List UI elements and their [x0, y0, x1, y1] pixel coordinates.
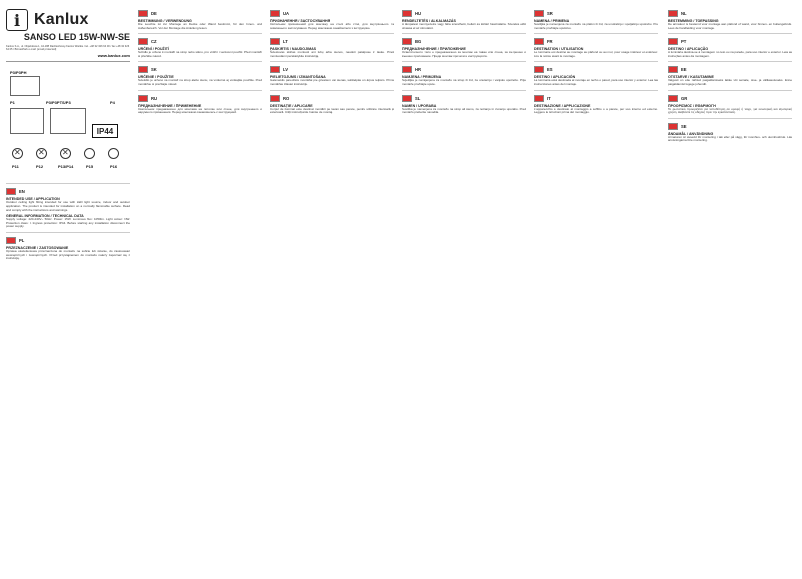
section-title: URČENIE / POUŽITIE [138, 75, 174, 80]
section-title: PIELIETOJUMS / IZMANTOŠANA [270, 75, 326, 80]
section-body: Svítidlo je určeno k montáži na strop nebo stěnu, pro vnitřní i venkovní použití. Před montáží si přečtěte návod. [138, 50, 262, 58]
figure-bottom-label: P16 [110, 164, 118, 170]
flag-icon [534, 10, 544, 17]
section-body: Valgusti on ette nähtud paigaldamiseks lakke või seinale, sise- ja välikasutuseks. Enne paigaldamist lugege juhendit. [668, 78, 792, 86]
divider [270, 90, 394, 91]
flag-icon [138, 95, 148, 102]
section-title: BESTEMMING / TOEPASSING [668, 19, 719, 23]
flag-icon [534, 66, 544, 73]
language-code: PL [19, 237, 25, 243]
flag-icon [138, 10, 148, 17]
section-heading [402, 66, 526, 73]
section-heading [402, 10, 526, 17]
flag-icon [270, 10, 280, 17]
section-body: A luminária destina-se à montagem no teto ou na parede, para uso interior e exterior. Leia as instruções antes da montagem. [668, 50, 792, 58]
language-code: UA [283, 11, 290, 16]
divider [138, 33, 262, 34]
language-code: SR [547, 11, 553, 16]
divider [138, 90, 262, 91]
section-title: ÄNDAMÅL / ANVÄNDNING [668, 131, 714, 136]
flag-icon [270, 38, 280, 45]
installation-figure [6, 68, 130, 180]
flag-icon [668, 38, 678, 45]
figure-bottom-label: P12 [36, 164, 44, 170]
section-heading [270, 38, 394, 45]
product-name: SANSO LED 15W-NW-SE [23, 32, 130, 42]
company-address: Kanlux S.A., ul. Objazdowa 1, 44-188 Radziechowy-Kanlux Wielkie / tel. +48 32 326 64 00 / fax +48 32 326 64 05 / BiznesPark e-mail: [email protected] [6, 45, 130, 52]
figure-label-b: P3/P3PTS/P3 [46, 100, 71, 106]
section-body: Gaismeklis paredzēts montāžai pie griestiem vai sienas, iekštelpās un ārpus telpām. Pirms montāžas izlasiet instrukciju. [270, 78, 394, 86]
section-body: Le luminaire est destiné au montage au plafond ou au mur, pour usage intérieur et extérieur. Lire la notice avant le montage. [534, 50, 658, 58]
section-title: OTSTARVE / KASUTAMINE [668, 75, 714, 80]
language-code: CZ [151, 39, 157, 45]
section-title: INTENDED USE / APPLICATION [6, 197, 60, 202]
flag-icon [534, 95, 544, 102]
section-heading [402, 38, 526, 45]
section-heading [534, 38, 658, 45]
section-title: PASKIRTIS / NAUDOJIMAS [270, 47, 317, 52]
divider [270, 61, 394, 62]
ip-rating-badge: IP44 [92, 124, 118, 138]
prohibited-icon [60, 148, 71, 159]
flag-icon [270, 95, 280, 102]
section-heading [668, 10, 792, 17]
divider [668, 61, 792, 62]
flag-icon [668, 95, 678, 102]
section-body: Corpul de iluminat este destinat montării pe tavan sau perete, pentru utilizare interioară și exterioară. Citiți instrucțiunile înainte de montaj. [270, 106, 394, 115]
section-heading [534, 66, 658, 73]
language-code: RU [151, 95, 158, 101]
language-code: LT [283, 39, 288, 45]
language-code: SK [151, 67, 157, 73]
section-heading [6, 188, 130, 195]
section-heading [668, 123, 792, 130]
section-title: DESTINO / APLICAÇÃO [668, 47, 709, 52]
section-body: A lámpatest mennyezetre vagy falra szerelhető, beltéri és kültéri használatra. Szerelés előtt olvassa el az útmutatót. [402, 22, 526, 30]
section-title: NAMENA / PRIMENA [534, 19, 570, 23]
section-body: Outdoor ceiling light fitting intended for use with LED light source, indoor and outdoor application. The product is intended for installation on a normally flammable surface. Read and comply with the instructions and warnings. [6, 200, 130, 212]
section-title: ПРИЗНАЧЕННЯ / ЗАСТОСУВАННЯ [270, 19, 331, 23]
section-body: Svietidlo je určené na montáž na strop alebo stenu, na vnútorné aj vonkajšie použitie. Pred montážou si prečítajte návod. [138, 78, 262, 86]
language-code: EN [19, 189, 25, 195]
prohibited-icon [12, 148, 23, 159]
warning-icon [84, 148, 95, 159]
section-title: NAMEN / UPORABA [402, 103, 437, 108]
language-code: IT [547, 95, 551, 101]
flag-icon [668, 66, 678, 73]
section-heading [534, 10, 658, 17]
language-code: NL [681, 11, 687, 16]
section-heading [668, 66, 792, 73]
language-code: HR [415, 67, 422, 73]
section-heading [6, 237, 130, 244]
flag-icon [402, 95, 412, 102]
wiring-drawing [50, 108, 86, 134]
divider [668, 118, 792, 119]
flag-icon [402, 66, 412, 73]
section-title: ΠΡΟΟΡΙΣΜΟΣ / ΕΦΑΡΜΟΓΗ [668, 103, 716, 108]
language-code: HU [415, 11, 422, 16]
column-6 [668, 6, 792, 574]
section-heading [270, 95, 394, 102]
language-code: EE [681, 67, 687, 73]
section-body: Svjetiljka je namijenjena za montažu na strop ili zid, za unutarnju i vanjsku upotrebu. Prije montaže pročitajte upute. [402, 78, 526, 86]
section-body: La luminaria está destinada al montaje en techo o pared, para uso interior y exterior. Lea las instrucciones antes del montaje. [534, 78, 658, 86]
divider [402, 90, 526, 91]
section-body: Oprawa oświetleniowa przeznaczona do montażu na suficie lub ścianie, do zastosowań wewnętrznych i zewnętrznych. Przed przystąpieniem do montażu należy zapoznać się z instrukcją. [6, 248, 130, 261]
flag-icon [668, 10, 678, 17]
section-title: ПРЕДНАЗНАЧЕНИЕ / ПРИМЕНЕНИЕ [138, 103, 202, 108]
section-heading [534, 95, 658, 102]
section-body: Svetiljka je namenjena za montažu na plafon ili zid, za unutrašnju i spoljašnju upotrebu. Pre montaže pročitajte uputstvo. [534, 22, 658, 30]
divider [402, 33, 526, 34]
section-body: Supply voltage: 220-240V~ 50Hz. Power: 15W. Luminous flux: 1050lm. Light colour: NW. Protection class: I. Ingress protection: IP44. Before starting any installation disconnect the power supply. [6, 217, 130, 229]
divider [402, 61, 526, 62]
section-heading [270, 10, 394, 17]
section-title: GENERAL INFORMATION / TECHNICAL DATA [6, 214, 84, 219]
section-body: Svetilka je namenjena za montažo na strop ali steno, za notranjo in zunanjo uporabo. Pred montažo preberite navodila. [402, 106, 526, 115]
logo-row [6, 6, 130, 34]
column-1 [6, 6, 130, 574]
section-heading [668, 95, 792, 102]
flag-icon [138, 38, 148, 45]
language-code: FR [547, 39, 553, 45]
flag-icon [534, 38, 544, 45]
section-heading [668, 38, 792, 45]
language-code: ES [547, 67, 553, 73]
divider [534, 33, 658, 34]
flag-icon [6, 188, 16, 195]
flag-icon [402, 38, 412, 45]
info-icon: i [6, 9, 28, 31]
flag-icon [138, 66, 148, 73]
section-title: ПРЕДНАЗНАЧЕНИЕ / ПРИЛОЖЕНИЕ [402, 47, 466, 52]
language-code: BG [415, 39, 422, 45]
section-heading [138, 95, 262, 102]
divider [270, 33, 394, 34]
section-heading [138, 66, 262, 73]
divider [668, 33, 792, 34]
divider [534, 61, 658, 62]
section-heading [138, 10, 262, 17]
section-title: NAMJENA / PRIMJENA [402, 75, 442, 80]
section-body: Светильник предназначен для монтажа на потолке или стене, для внутреннего и наружного применения. Перед монтажом ознакомьтесь с инструкцией. [138, 106, 262, 115]
flag-icon [270, 66, 280, 73]
section-title: DESTINAZIONE / APPLICAZIONE [534, 103, 591, 108]
divider [6, 61, 130, 62]
column-2 [138, 6, 262, 574]
figure-bottom-label: P15 [86, 164, 94, 170]
section-title: DESTINO / APLICACIÓN [534, 75, 576, 80]
column-3 [270, 6, 394, 574]
website: www.kanlux.com [97, 53, 130, 59]
figure-label-d: P4 [110, 100, 115, 106]
column-4 [402, 6, 526, 574]
language-code: RO [283, 95, 290, 101]
section-heading [402, 95, 526, 102]
flag-icon [402, 10, 412, 17]
section-body: L'apparecchio è destinato al montaggio a soffitto o a parete, per uso interno ed esterno. Leggere le istruzioni prima del montaggio. [534, 106, 658, 115]
language-code: DE [151, 11, 157, 16]
section-heading [138, 38, 262, 45]
divider [534, 90, 658, 91]
figure-label-a: P3/P3PH [10, 70, 27, 76]
language-code: LV [283, 67, 289, 73]
mount-drawing [10, 108, 44, 134]
figure-bottom-label: P13/P14 [58, 164, 74, 170]
section-body: Світильник призначений для монтажу на стелі або стіні, для внутрішнього та зовнішнього застосування. Перед монтажем ознайомтеся з інструкцією. [270, 22, 394, 30]
recycle-icon [108, 148, 119, 159]
section-body: Το φωτιστικό προορίζεται για τοποθέτηση σε οροφή ή τοίχο, για εσωτερική και εξωτερική χρήση. Διαβάστε τις οδηγίες πριν την εγκατάσταση. [668, 106, 792, 115]
section-title: DESTINAȚIE / APLICARE [270, 103, 313, 108]
flag-icon [6, 237, 16, 244]
section-title: URČENÍ / POUŽITÍ [138, 47, 169, 52]
prohibited-icon [36, 148, 47, 159]
section-body: Šviestuvas skirtas montuoti ant lubų arba sienos, naudoti patalpose ir lauke. Prieš montuodami perskaitykite instrukciją. [270, 50, 394, 58]
language-code: SL [415, 95, 421, 101]
language-code: GR [681, 95, 688, 101]
section-body: Die Leuchte ist zur Montage an Decke oder Wand bestimmt, für den Innen- und Außenbereich. Vor der Montage die Anleitung lesen. [138, 22, 262, 30]
figure-label-c: P1 [10, 100, 15, 106]
flag-icon [668, 123, 678, 130]
section-body: Armaturen är avsedd för montering i tak eller på vägg, för inomhus- och utomhusbruk. Läs anvisningarna före montering. [668, 134, 792, 143]
section-title: RENDELTETÉS / ALKALMAZÁS [402, 19, 456, 23]
section-title: DESTINATION / UTILISATION [534, 47, 584, 52]
divider [138, 61, 262, 62]
section-body: De armatuur is bestemd voor montage aan plafond of wand, voor binnen- en buitengebruik. Lees de handleiding voor montage. [668, 22, 792, 30]
section-body: Осветителното тяло е предназначено за монтаж на таван или стена, за вътрешно и външно приложение. Преди монтаж прочетете инструкцията. [402, 50, 526, 58]
column-5 [534, 6, 658, 574]
section-title: PRZEZNACZENIE / ZASTOSOWANIE [6, 245, 69, 250]
figure-bottom-label: P11 [12, 164, 19, 170]
section-title: BESTIMMUNG / VERWENDUNG [138, 19, 192, 23]
language-code: SE [681, 123, 687, 129]
brand-logo: Kanlux [34, 11, 89, 28]
lamp-drawing [10, 76, 40, 96]
divider [668, 90, 792, 91]
language-code: PT [681, 39, 687, 45]
divider [6, 183, 130, 184]
section-heading [270, 66, 394, 73]
divider [6, 232, 130, 233]
